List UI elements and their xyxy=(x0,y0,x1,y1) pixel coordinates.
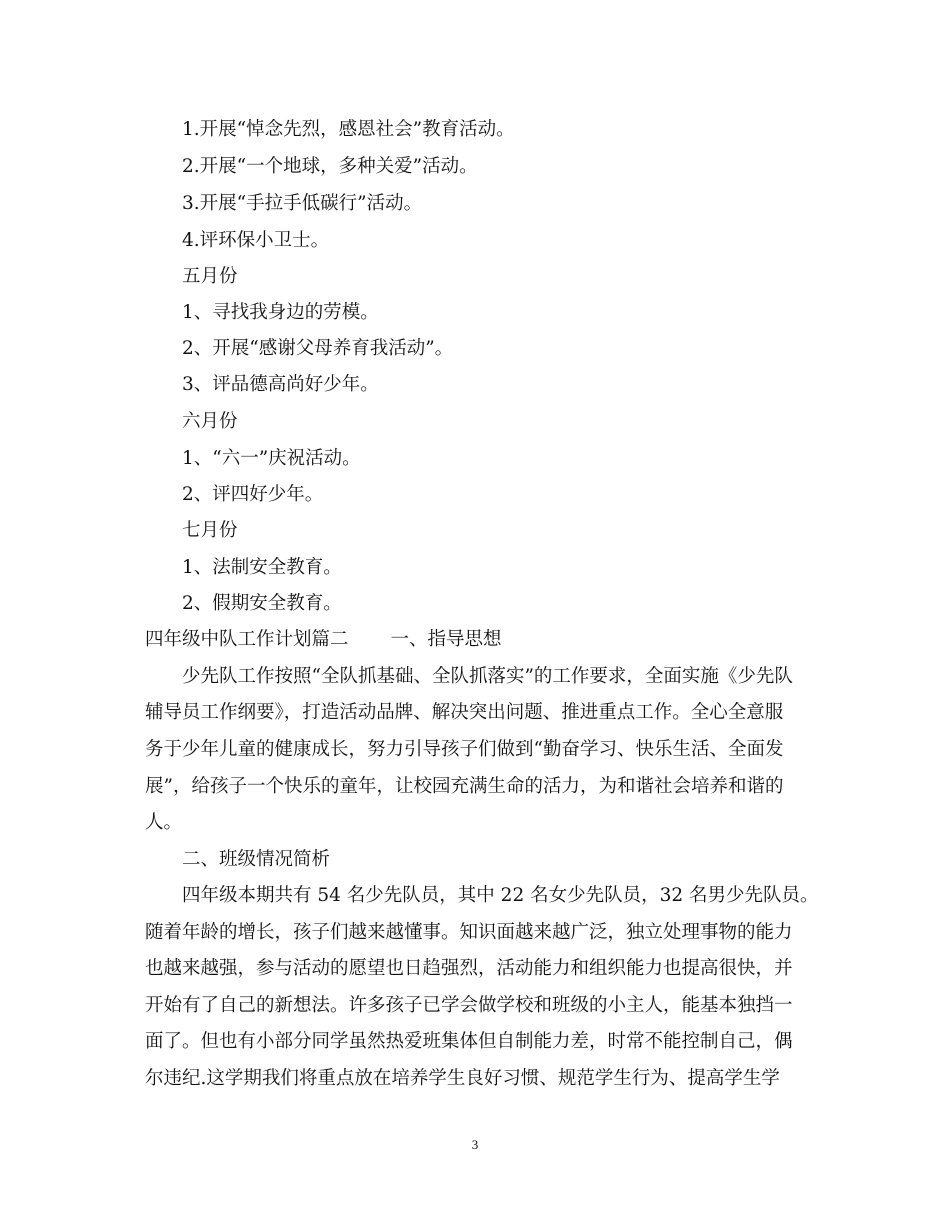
page-number: 3 xyxy=(471,1137,479,1152)
section-title: 四年级中队工作计划篇二 xyxy=(145,629,349,650)
may-item-2: 2、开展“感谢父母养育我活动”。 xyxy=(182,338,454,359)
paragraph-line: 开始有了自己的新想法。许多孩子已学会做学校和班级的小主人，能基本独挡一 xyxy=(145,995,793,1016)
april-item-1: 1.开展“悼念先烈，感恩社会”教育活动。 xyxy=(182,119,515,140)
paragraph-line: 务于少年儿童的健康成长，努力引导孩子们做到“勤奋学习、快乐生活、全面发 xyxy=(145,739,784,760)
paragraph-line: 随着年龄的增长，孩子们越来越懂事。知识面越来越广泛，独立处理事物的能力 xyxy=(145,922,793,943)
paragraph-line: 少先队工作按照“全队抓基础、全队抓落实”的工作要求，全面实施《少先队 xyxy=(182,666,793,687)
paragraph-line: 人。 xyxy=(145,812,183,833)
paragraph-line: 辅导员工作纲要》，打造活动品牌、解决突出问题、推进重点工作。全心全意服 xyxy=(145,702,784,723)
june-heading: 六月份 xyxy=(182,411,238,432)
april-item-2: 2.开展“一个地球，多种关爱”活动。 xyxy=(182,156,478,177)
paragraph-line: 也越来越强，参与活动的愿望也日趋强烈，活动能力和组织能力也提高很快，并 xyxy=(145,958,793,979)
may-item-3: 3、评品德高尚好少年。 xyxy=(182,374,379,395)
heading-guiding-thought: 一、指导思想 xyxy=(390,629,502,650)
may-heading: 五月份 xyxy=(182,266,238,287)
may-item-1: 1、寻找我身边的劳模。 xyxy=(182,302,379,323)
paragraph-line: 展”，给孩子一个快乐的童年，让校园充满生命的活力，为和谐社会培养和谐的 xyxy=(145,776,784,797)
july-heading: 七月份 xyxy=(182,520,238,541)
june-item-1: 1、“六一”庆祝活动。 xyxy=(182,448,361,469)
paragraph-line: 尔违纪.这学期我们将重点放在培养学生良好习惯、规范学生行为、提高学生学 xyxy=(145,1068,780,1089)
april-item-3: 3.开展“手拉手低碳行”活动。 xyxy=(182,193,423,214)
july-item-2: 2、假期安全教育。 xyxy=(182,593,342,614)
heading-class-analysis: 二、班级情况简析 xyxy=(182,849,331,870)
july-item-1: 1、法制安全教育。 xyxy=(182,557,342,578)
section-title-line xyxy=(145,627,502,653)
april-item-4: 4.评环保小卫士。 xyxy=(182,230,330,251)
paragraph-line: 面了。但也有小部分同学虽然热爱班集体但自制能力差，时常不能控制自己，偶 xyxy=(145,1031,793,1052)
june-item-2: 2、评四好少年。 xyxy=(182,484,324,505)
paragraph-line: 四年级本期共有 54 名少先队员，其中 22 名女少先队员，32 名男少先队员。 xyxy=(182,885,819,906)
